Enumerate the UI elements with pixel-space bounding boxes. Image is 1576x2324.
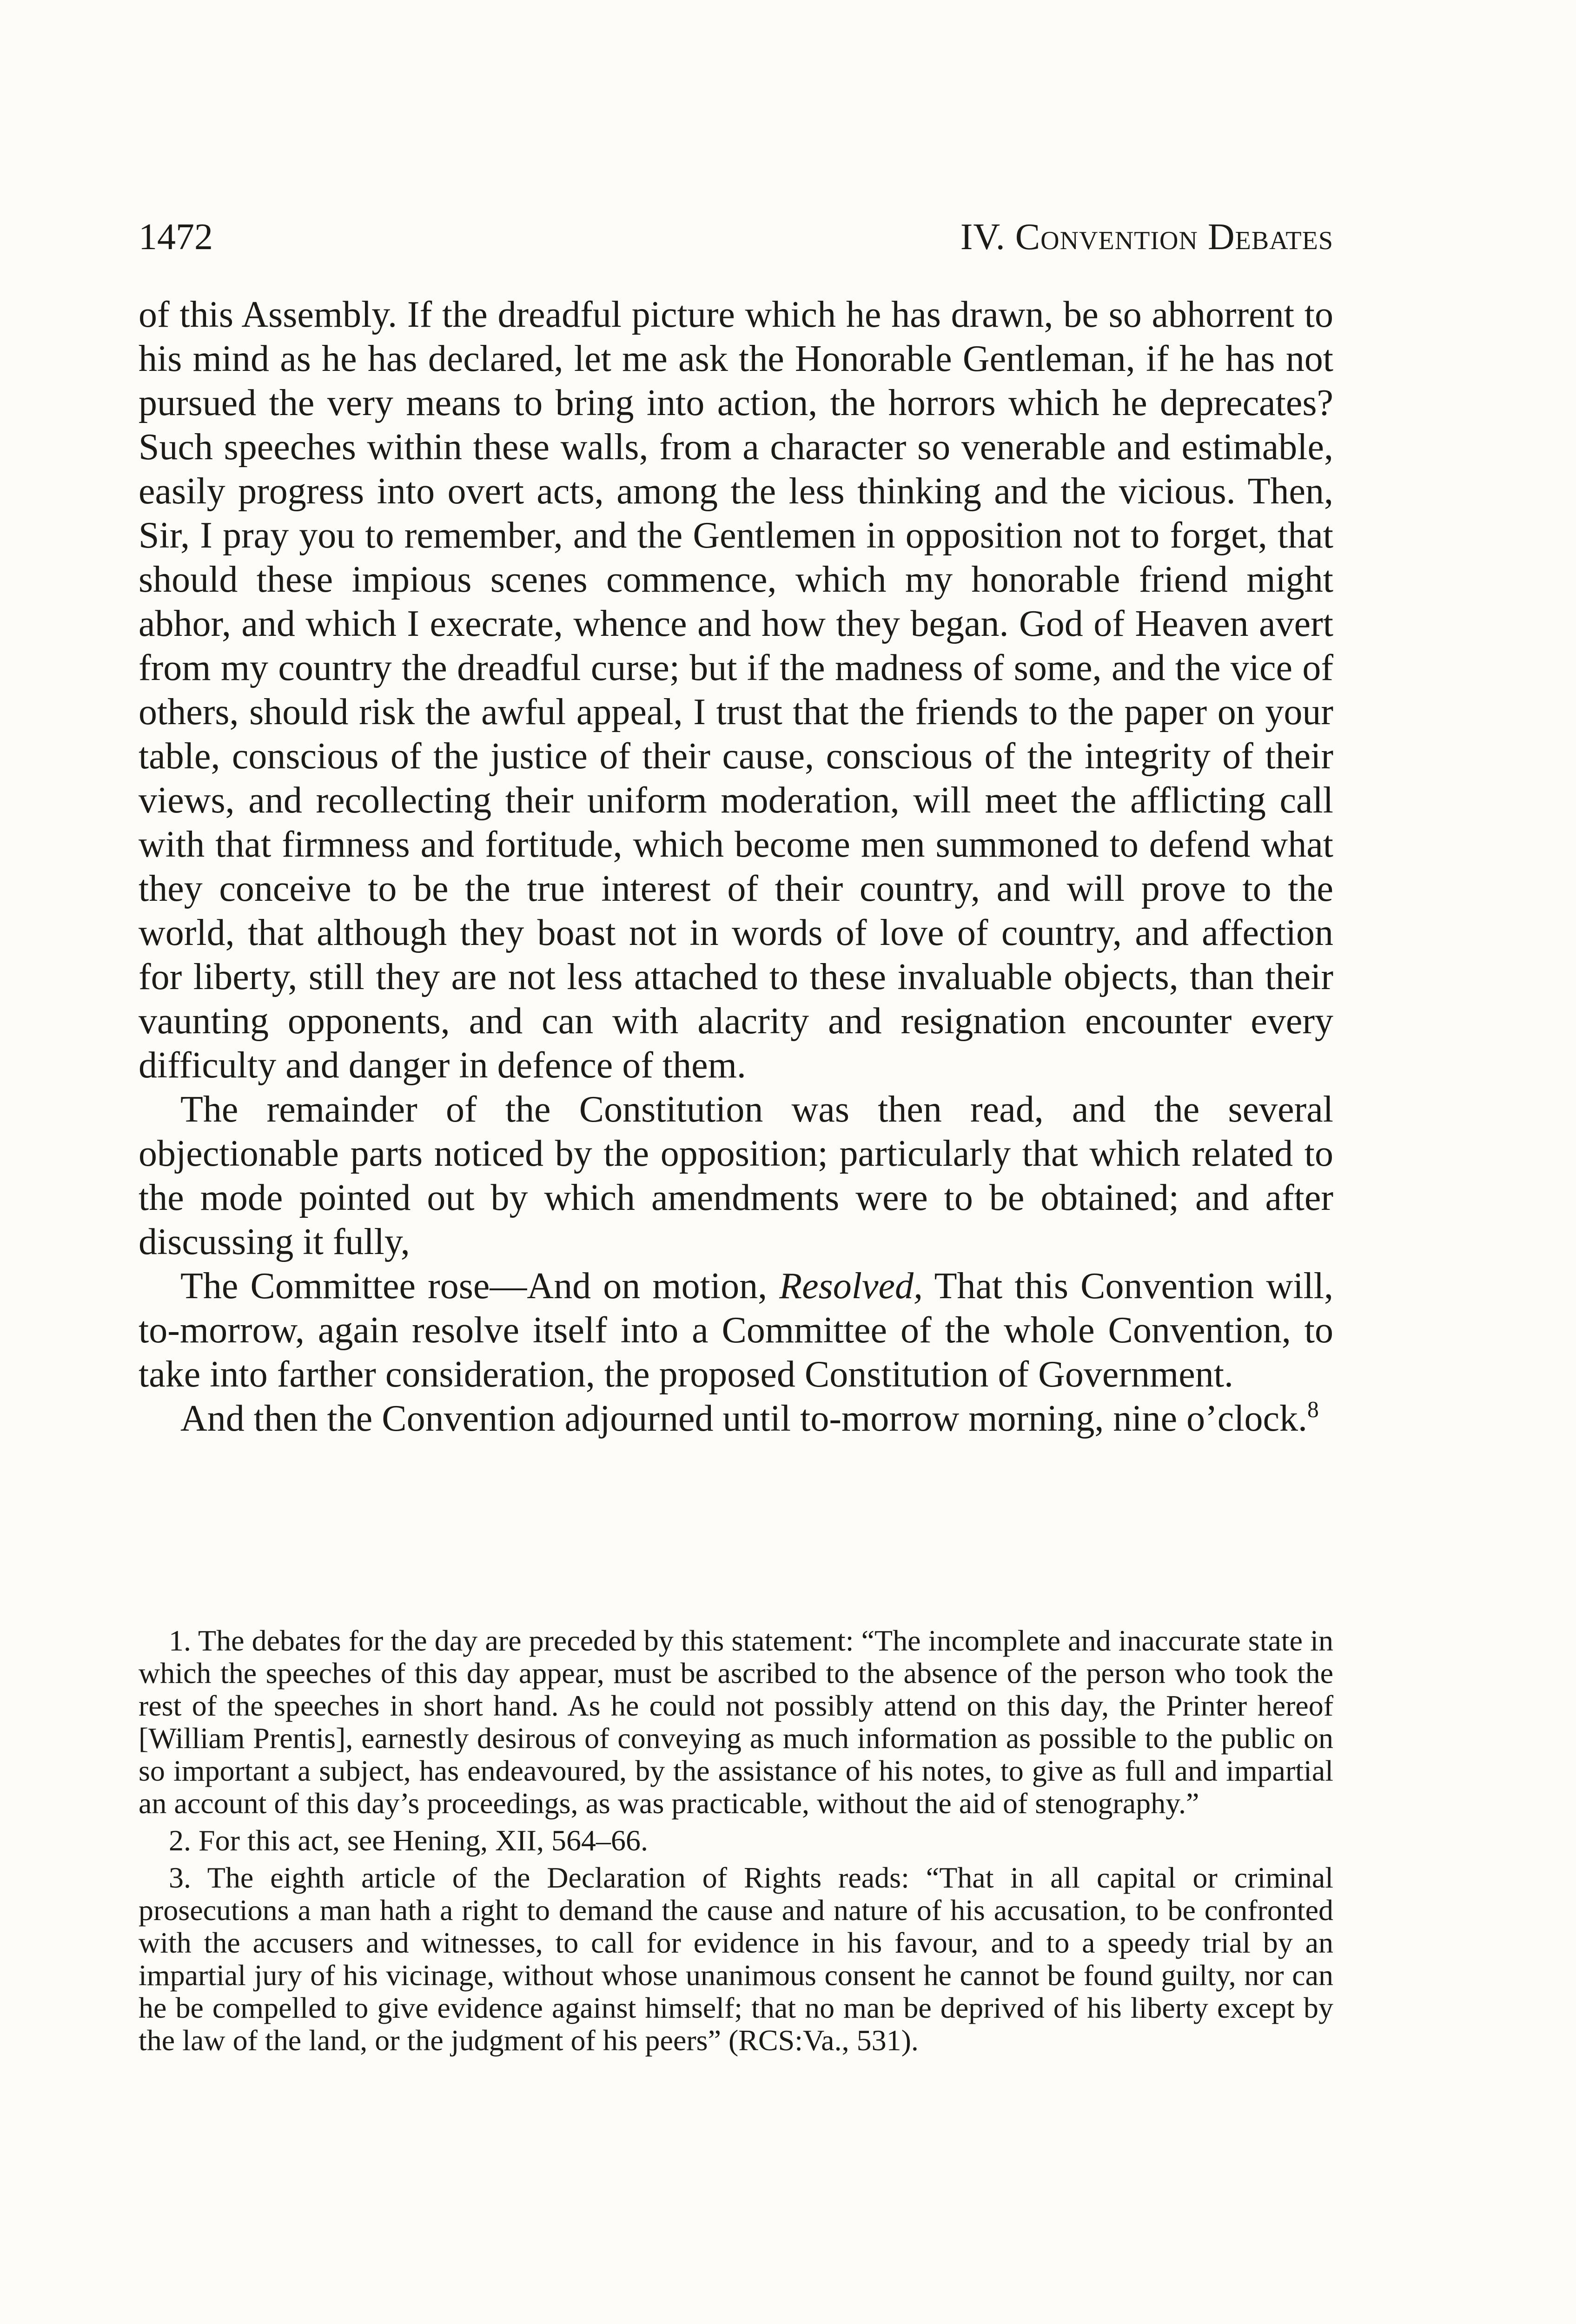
paragraph-4: [139, 1397, 1333, 1441]
section-name: Convention Debates: [1015, 217, 1333, 257]
section-title: [960, 207, 1333, 267]
footnotes: [139, 1624, 1333, 2061]
paragraph-4-text: And then the Convention adjourned until to-morrow morning, nine o’clock.: [180, 1398, 1307, 1439]
paragraph-2: The remainder of the Constitution was then read, and the several objectionable parts noticed by the opposition; particularly that which related to the mode pointed out by which amendments were to be obtained; and after discussing it fully,: [139, 1089, 1333, 1262]
footnote-1: 1. The debates for the day are preceded by this statement: “The incomplete and inaccurate state in which the speeches of this day appear, must be ascribed to the absence of the person who took the rest of the speeches in short hand. As he could not possibly attend on this day, the Printer hereof [William Prentis], earnestly desirous of conveying as much information as possible to the public on so important a subject, has endeavoured, by the assistance of his notes, to give as full and impartial an account of this day’s proceedings, as was practicable, without the aid of stenography.”: [139, 1624, 1333, 1820]
footnote-2: 2. For this act, see Hening, XII, 564–66.: [169, 1824, 648, 1857]
body-text: [139, 293, 1333, 1441]
footnote-3: 3. The eighth article of the Declaration of Rights reads: “That in all capital or criminal prosecutions a man hath a right to demand the cause and nature of his accusation, to be confronted with the accusers and witnesses, to call for evidence in his favour, and to a speedy trial by an impartial jury of his vicinage, without whose unanimous consent he cannot be found guilty, nor can he be compelled to give evidence against himself; that no man be deprived of his liberty except by the law of the land, or the judgment of his peers” (RCS:Va., 531).: [139, 1861, 1333, 2057]
section-roman: IV.: [960, 217, 1006, 257]
paragraph-1: of this Assembly. If the dreadful picture which he has drawn, be so abhorrent to his mind as he has declared, let me ask the Honorable Gentleman, if he has not pursued the very means to bring into action, the horrors which he deprecates? Such speeches within these walls, from a character so venerable and estimable, easily progress into overt acts, among the less thinking and the vicious. Then, Sir, I pray you to remember, and the Gentlemen in opposition not to forget, that should these impious scenes commence, which my honorable friend might abhor, and which I execrate, whence and how they began. God of Heaven avert from my country the dreadful curse; but if the madness of some, and the vice of others, should risk the awful appeal, I trust that the friends to the paper on your table, conscious of the justice of their cause, conscious of the integrity of their views, and recollecting their uniform moderation, will meet the afflicting call with that firmness and fortitude, which become men summoned to defend what they conceive to be the true interest of their country, and will prove to the world, that although they boast not in words of love of country, and affection for liberty, still they are not less attached to these invaluable objects, than their vaunting opponents, and can with alacrity and resignation encounter every difficulty and danger in defence of them.: [139, 294, 1333, 1086]
resolved-italic: Resolved,: [779, 1266, 923, 1307]
running-head: [139, 207, 1333, 267]
page-number: 1472: [139, 217, 213, 257]
paragraph-3: [139, 1264, 1333, 1397]
paragraph-3-rest: That this Convention will, to-morrow, again resolve itself into a Committee of the whole Convention, to take into farther consideration, the proposed Constitution of Government.: [139, 1266, 1333, 1395]
paragraph-3-lead: The Committee rose—And on motion,: [180, 1266, 780, 1307]
footnote-ref-8: 8: [1307, 1396, 1319, 1422]
